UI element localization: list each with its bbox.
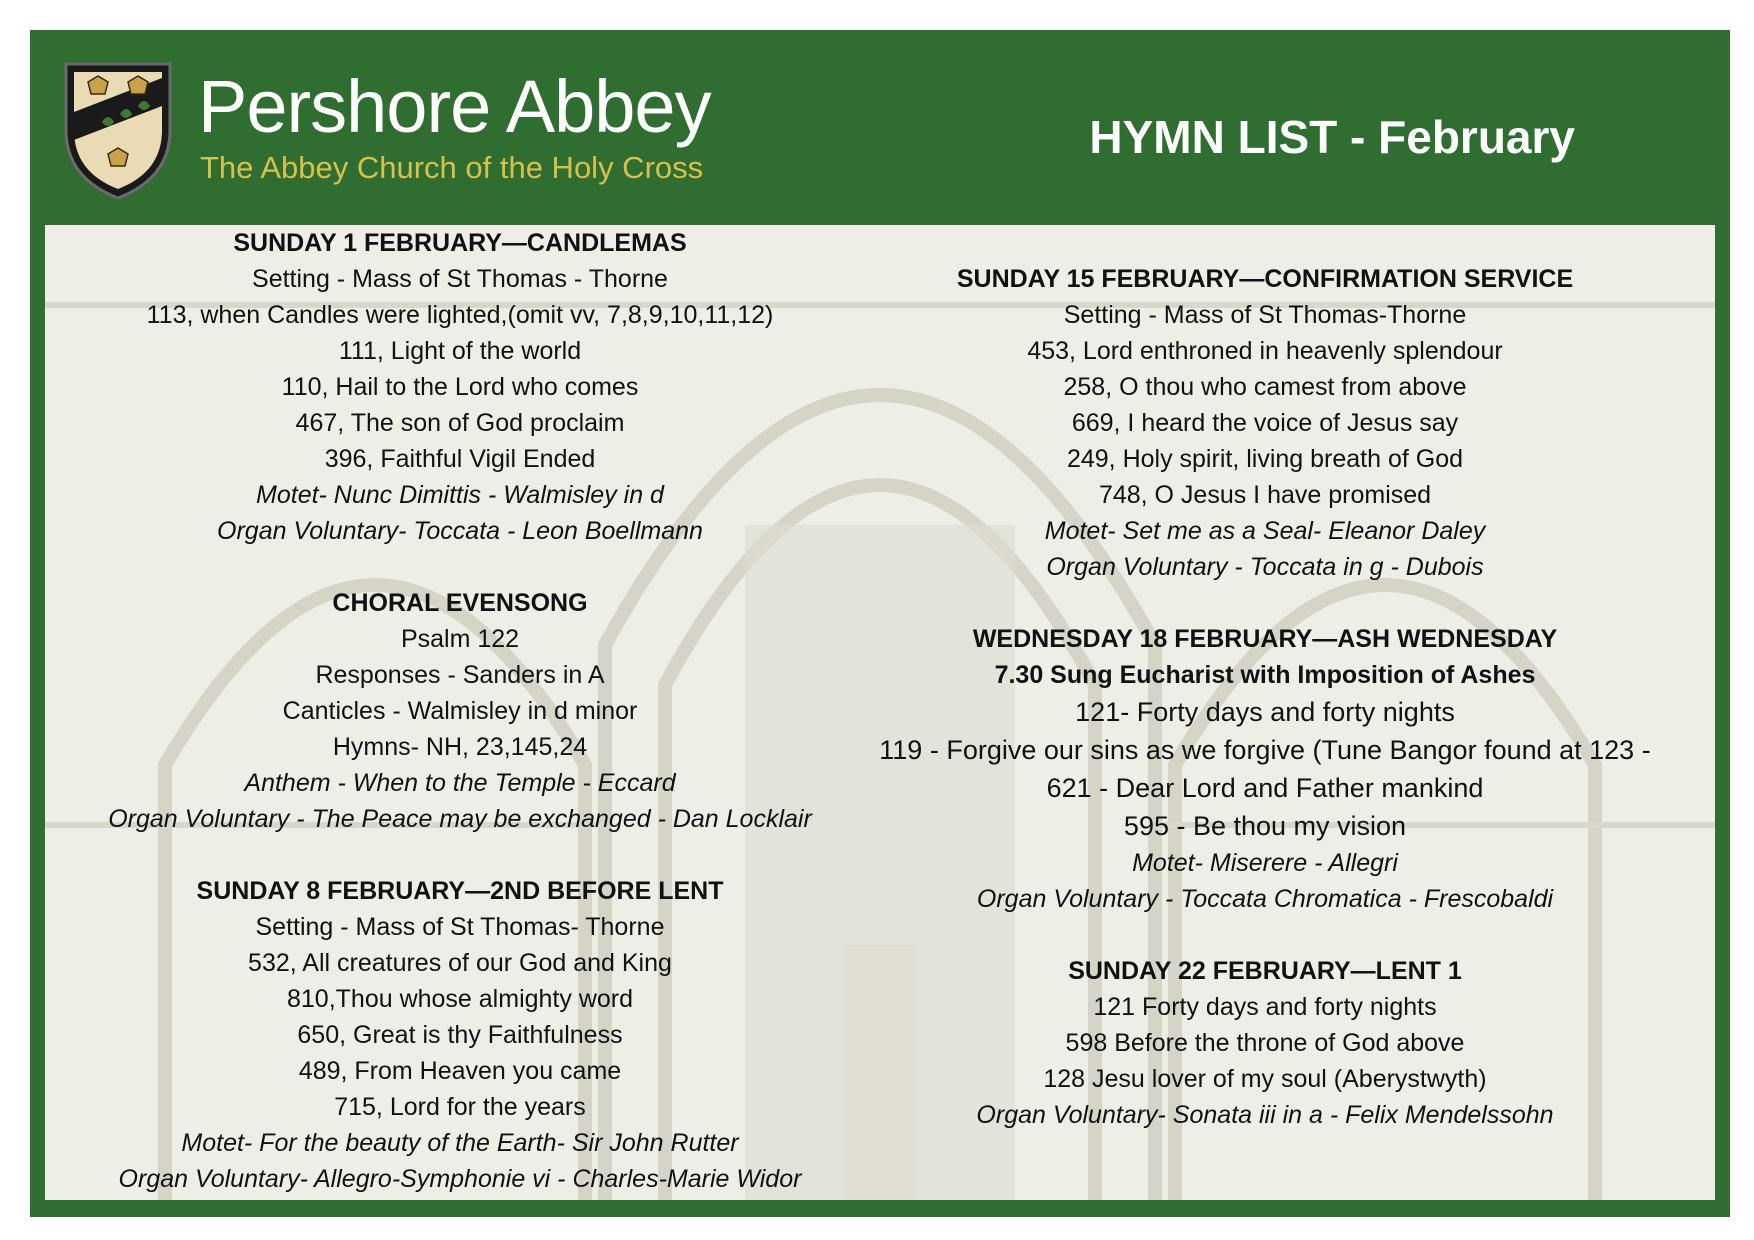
service-heading: SUNDAY 8 FEBRUARY—2ND BEFORE LENT	[196, 877, 724, 905]
service-line: 396, Faithful Vigil Ended	[324, 445, 596, 473]
service-heading: WEDNESDAY 18 FEBRUARY—ASH WEDNESDAY	[972, 625, 1558, 653]
service-line: 258, O thou who camest from above	[1063, 373, 1467, 401]
service-line: 669, I heard the voice of Jesus say	[1071, 409, 1459, 437]
service-line: Setting - Mass of St Thomas - Thorne	[252, 265, 668, 293]
service-line: 453, Lord enthroned in heavenly splendour	[1027, 337, 1503, 365]
service-line: 595 - Be thou my vision	[1123, 811, 1407, 841]
service-block	[45, 873, 875, 1197]
brand-tagline: The Abbey Church of the Holy Cross	[200, 150, 704, 185]
service-line: 128 Jesu lover of my soul (Aberystwyth)	[1043, 1065, 1487, 1093]
service-block	[45, 225, 875, 549]
service-line: 121- Forty days and forty nights	[1075, 697, 1455, 727]
service-line: Canticles - Walmisley in d minor	[282, 697, 638, 725]
service-line: 650, Great is thy Faithfulness	[297, 1021, 623, 1049]
motet-line: Motet- For the beauty of the Earth- Sir John Rutter	[181, 1129, 739, 1157]
service-line: 467, The son of God proclaim	[295, 409, 625, 437]
service-line: 110, Hail to the Lord who comes	[281, 373, 639, 401]
service-block	[45, 585, 875, 837]
organ-voluntary-line: Organ Voluntary- Toccata - Leon Boellmann	[217, 517, 703, 545]
service-line: 489, From Heaven you came	[298, 1057, 622, 1085]
organ-voluntary-line: Organ Voluntary - Toccata in g - Dubois	[1046, 553, 1484, 581]
motet-line: Motet- Set me as a Seal- Eleanor Daley	[1044, 517, 1486, 545]
service-line: Hymns- NH, 23,145,24	[332, 733, 588, 761]
service-heading: SUNDAY 1 FEBRUARY—CANDLEMAS	[233, 229, 687, 257]
service-line: 748, O Jesus I have promised	[1098, 481, 1432, 509]
organ-voluntary-line: Organ Voluntary - Toccata Chromatica - Frescobaldi	[976, 885, 1554, 913]
organ-voluntary-line: Organ Voluntary- Sonata iii in a - Felix Mendelssohn	[976, 1101, 1554, 1129]
service-line: 598 Before the throne of God above	[1065, 1029, 1465, 1057]
organ-voluntary-line: Organ Voluntary - The Peace may be exchanged - Dan Locklair	[108, 805, 812, 833]
service-line: 113, when Candles were lighted,(omit vv, 7,8,9,10,11,12)	[146, 301, 774, 329]
service-line: 119 - Forgive our sins as we forgive (Tune Bangor found at 123 -	[879, 735, 1651, 765]
service-line: 121 Forty days and forty nights	[1093, 993, 1437, 1021]
service-heading: SUNDAY 22 FEBRUARY—LENT 1	[1068, 957, 1462, 985]
page-title: HYMN LIST - February	[1089, 111, 1575, 163]
service-block	[825, 261, 1705, 585]
service-line: 249, Holy spirit, living breath of God	[1066, 445, 1464, 473]
right-column	[825, 261, 1705, 1169]
service-line: 532, All creatures of our God and King	[248, 949, 672, 977]
header	[30, 30, 1730, 225]
organ-voluntary-line: Organ Voluntary- Allegro-Symphonie vi - Charles-Marie Widor	[118, 1165, 802, 1193]
service-heading: CHORAL EVENSONG	[332, 589, 588, 617]
service-line: Setting - Mass of St Thomas-Thorne	[1063, 301, 1467, 329]
service-line: 715, Lord for the years	[334, 1093, 586, 1121]
service-line: Psalm 122	[400, 625, 520, 653]
service-line: Responses - Sanders in A	[315, 661, 605, 689]
service-line: 111, Light of the world	[338, 337, 582, 365]
service-line: 621 - Dear Lord and Father mankind	[1046, 773, 1484, 803]
service-line: Setting - Mass of St Thomas- Thorne	[255, 913, 665, 941]
service-subheading: 7.30 Sung Eucharist with Imposition of Ashes	[994, 661, 1536, 689]
service-block	[825, 621, 1705, 917]
brand-name: Pershore Abbey	[198, 65, 711, 148]
abbey-crest-icon	[62, 60, 174, 200]
service-heading: SUNDAY 15 FEBRUARY—CONFIRMATION SERVICE	[956, 265, 1574, 293]
service-line: 810,Thou whose almighty word	[286, 985, 634, 1013]
motet-line: Motet- Nunc Dimittis - Walmisley in d	[256, 481, 664, 509]
anthem-line: Anthem - When to the Temple - Eccard	[244, 769, 676, 797]
content-panel	[45, 225, 1715, 1200]
motet-line: Motet- Miserere - Allegri	[1132, 849, 1398, 877]
service-block	[825, 953, 1705, 1133]
left-column	[45, 225, 875, 1200]
page-frame	[30, 30, 1730, 1217]
